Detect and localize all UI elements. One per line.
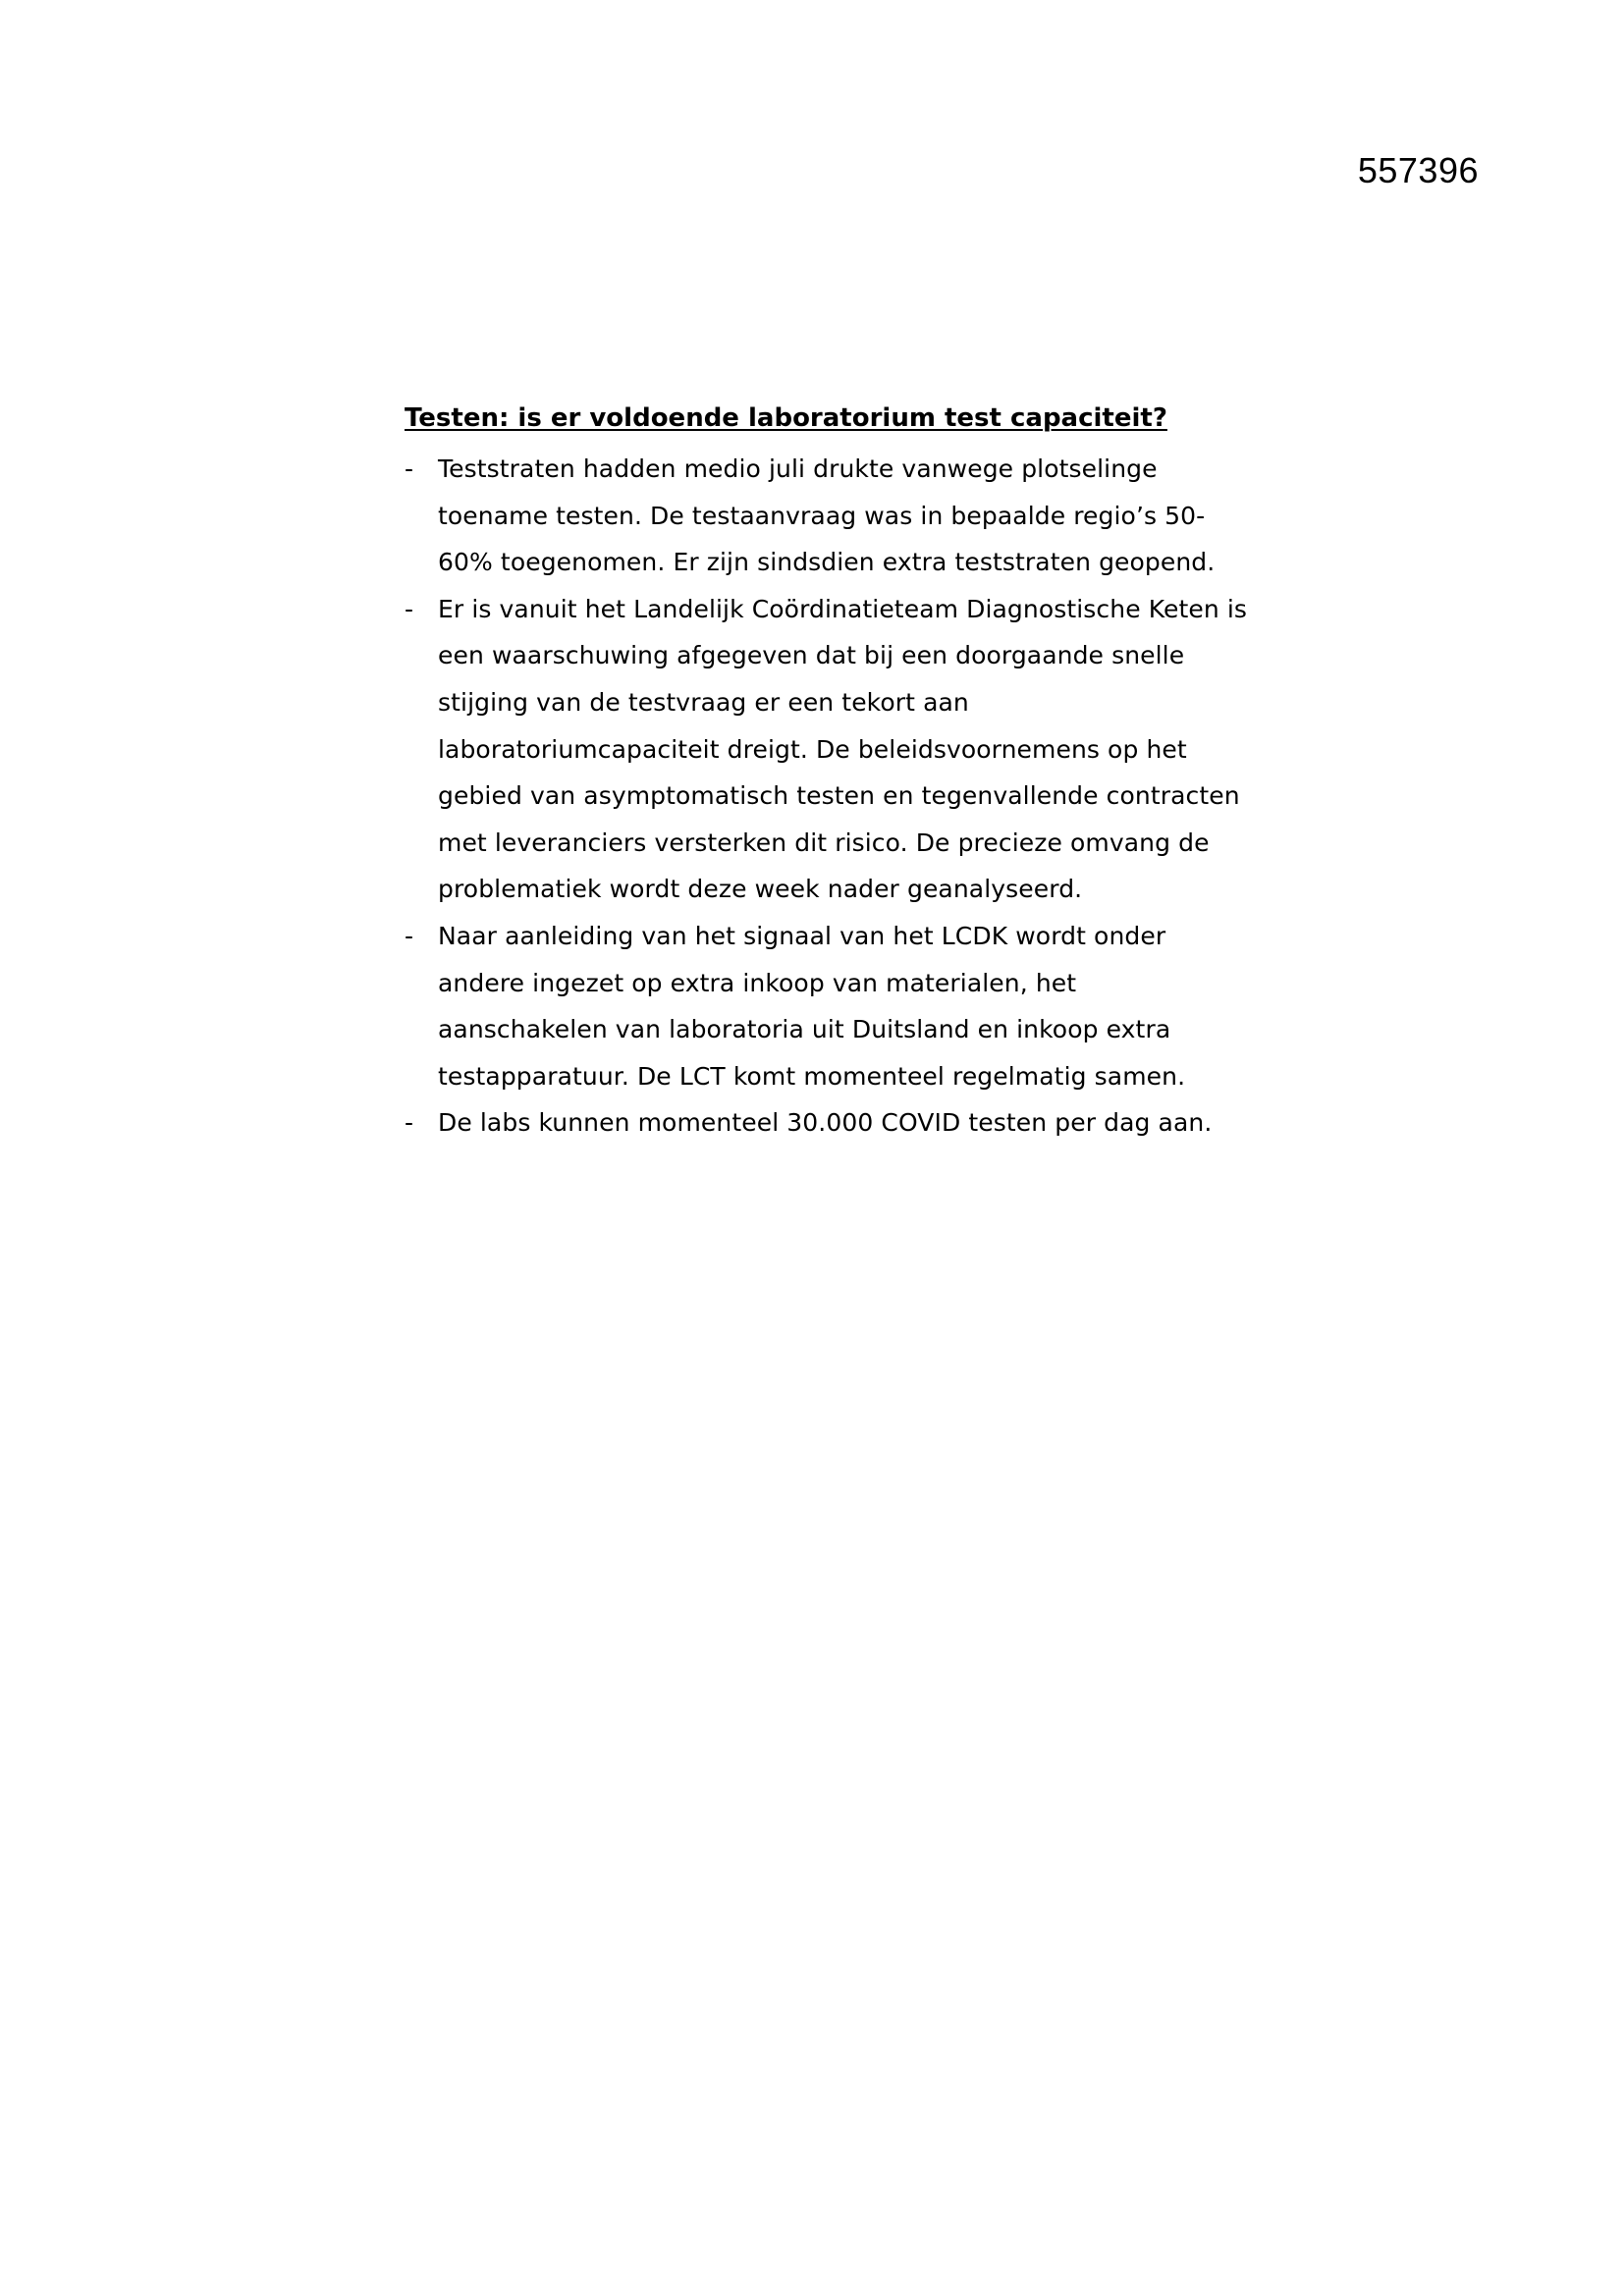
section-heading: Testen: is er voldoende laboratorium test capaciteit?: [405, 403, 1167, 433]
list-item-text: De labs kunnen momenteel 30.000 COVID testen per dag aan.: [438, 1108, 1213, 1138]
bullet-dash: -: [405, 921, 414, 950]
list-item: [405, 586, 1249, 913]
list-item-text: Teststraten hadden medio juli drukte vanwege plotselinge toename testen. De testaanvraag was in bepaalde regio’s 50-60% toegenomen. Er zijn sindsdien extra teststraten geopend.: [438, 454, 1216, 577]
bullet-dash: -: [405, 594, 414, 623]
list-item: [405, 913, 1249, 1099]
bullet-list: [405, 446, 1249, 1147]
list-item: [405, 1099, 1249, 1147]
bullet-dash: -: [405, 454, 414, 483]
document-body: [405, 400, 1249, 1147]
list-item-text: Er is vanuit het Landelijk Coördinatieteam Diagnostische Keten is een waarschuwing afgegeven dat bij een doorgaande snelle stijging van de testvraag er een tekort aan laboratoriumcapaciteit dreigt. De beleidsvoornemens op het gebied van asymptomatisch testen en tegenvallende contracten met leveranciers versterken dit risico. De precieze omvang de problematiek wordt deze week nader geanalyseerd.: [438, 594, 1248, 904]
bullet-dash: -: [405, 1108, 414, 1138]
list-item: [405, 446, 1249, 586]
document-number: 557396: [1357, 150, 1479, 190]
list-item-text: Naar aanleiding van het signaal van het LCDK wordt onder andere ingezet op extra inkoop van materialen, het aanschakelen van laboratoria uit Duitsland en inkoop extra testapparatuur. De LCT komt momenteel regelmatig samen.: [438, 921, 1186, 1091]
